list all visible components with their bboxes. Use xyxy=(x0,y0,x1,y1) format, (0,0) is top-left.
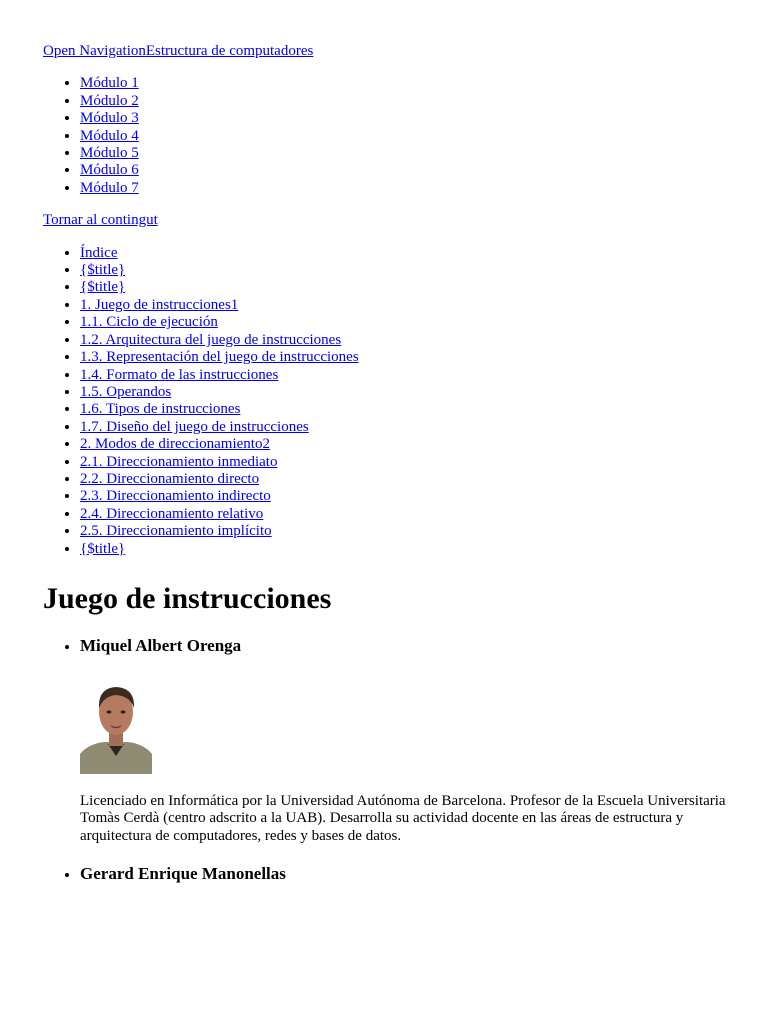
author-bio: Licenciado en Informática por la Universidad Autónoma de Barcelona. Profesor de la Escuela Universitaria Tomàs Cerdà (centro adscrito a la UAB). Desarrolla su actividad docente en las áreas de estructura y arquitectura de computadores, redes y bases de datos. xyxy=(80,792,726,844)
toc-link[interactable]: 1.2. Arquitectura del juego de instrucciones xyxy=(80,331,342,348)
list-item xyxy=(80,180,733,197)
toc-link[interactable]: 2.3. Direccionamiento indirecto xyxy=(80,488,271,505)
toc-link[interactable]: {$title} xyxy=(80,262,126,279)
table-of-contents xyxy=(43,245,733,558)
toc-link-chapter-1[interactable]: 1. Juego de instrucciones1 xyxy=(80,296,239,313)
author-item xyxy=(80,864,733,884)
toc-link[interactable]: 1.3. Representación del juego de instrucciones xyxy=(80,349,359,366)
toc-item xyxy=(80,471,733,488)
list-item xyxy=(80,75,733,92)
toc-item xyxy=(80,454,733,471)
toc-link-index[interactable]: Índice xyxy=(80,244,118,261)
page-title: Juego de instrucciones xyxy=(43,581,332,615)
module-link-1[interactable]: Módulo 1 xyxy=(80,75,139,92)
list-item xyxy=(80,145,733,162)
toc-item xyxy=(80,297,733,314)
list-item xyxy=(80,162,733,179)
toc-item xyxy=(80,436,733,453)
toc-link[interactable]: 1.4. Formato de las instrucciones xyxy=(80,366,279,383)
toc-item xyxy=(80,349,733,366)
top-navigation-bar xyxy=(43,43,733,60)
module-link-3[interactable]: Módulo 3 xyxy=(80,110,139,127)
course-title-link[interactable]: Estructura de computadores xyxy=(145,43,314,59)
module-link-4[interactable]: Módulo 4 xyxy=(80,127,139,144)
module-link-5[interactable]: Módulo 5 xyxy=(80,145,139,162)
toc-item xyxy=(80,419,733,436)
page-content xyxy=(43,43,733,884)
open-navigation-link[interactable]: Open Navigation xyxy=(43,43,146,59)
toc-link[interactable]: 2.1. Direccionamiento inmediato xyxy=(80,453,278,470)
toc-item xyxy=(80,401,733,418)
toc-item xyxy=(80,488,733,505)
toc-link[interactable]: 1.1. Ciclo de ejecución xyxy=(80,314,218,331)
toc-item xyxy=(80,245,733,262)
toc-link[interactable]: {$title} xyxy=(80,279,126,296)
author-list xyxy=(43,636,733,884)
toc-item xyxy=(80,506,733,523)
toc-item xyxy=(80,367,733,384)
toc-item xyxy=(80,523,733,540)
toc-item xyxy=(80,314,733,331)
toc-link[interactable]: 1.7. Diseño del juego de instrucciones xyxy=(80,418,309,435)
module-link-6[interactable]: Módulo 6 xyxy=(80,162,139,179)
list-item xyxy=(80,128,733,145)
toc-item xyxy=(80,279,733,296)
toc-link[interactable]: 1.6. Tipos de instrucciones xyxy=(80,401,241,418)
module-link-7[interactable]: Módulo 7 xyxy=(80,179,139,196)
toc-link-chapter-2[interactable]: 2. Modos de direccionamiento2 xyxy=(80,436,270,453)
author-item xyxy=(80,636,733,845)
author-name: • Gerard Enrique Manonellas xyxy=(80,864,286,884)
toc-link[interactable]: 2.4. Direccionamiento relativo xyxy=(80,505,264,522)
author-name: • Miquel Albert Orenga xyxy=(80,635,242,655)
list-item xyxy=(80,110,733,127)
back-to-content-row xyxy=(43,212,733,229)
back-to-content-link[interactable]: Tornar al contingut xyxy=(43,212,158,229)
list-item xyxy=(80,93,733,110)
toc-link[interactable]: 2.2. Direccionamiento directo xyxy=(80,470,260,487)
toc-item xyxy=(80,262,733,279)
module-link-2[interactable]: Módulo 2 xyxy=(80,92,139,109)
author-photo xyxy=(80,682,152,774)
toc-link[interactable]: 2.5. Direccionamiento implícito xyxy=(80,523,272,540)
toc-link[interactable]: {$title} xyxy=(80,540,126,557)
toc-item xyxy=(80,332,733,349)
toc-item xyxy=(80,384,733,401)
module-list xyxy=(43,75,733,197)
toc-item xyxy=(80,541,733,558)
toc-link[interactable]: 1.5. Operandos xyxy=(80,383,172,400)
